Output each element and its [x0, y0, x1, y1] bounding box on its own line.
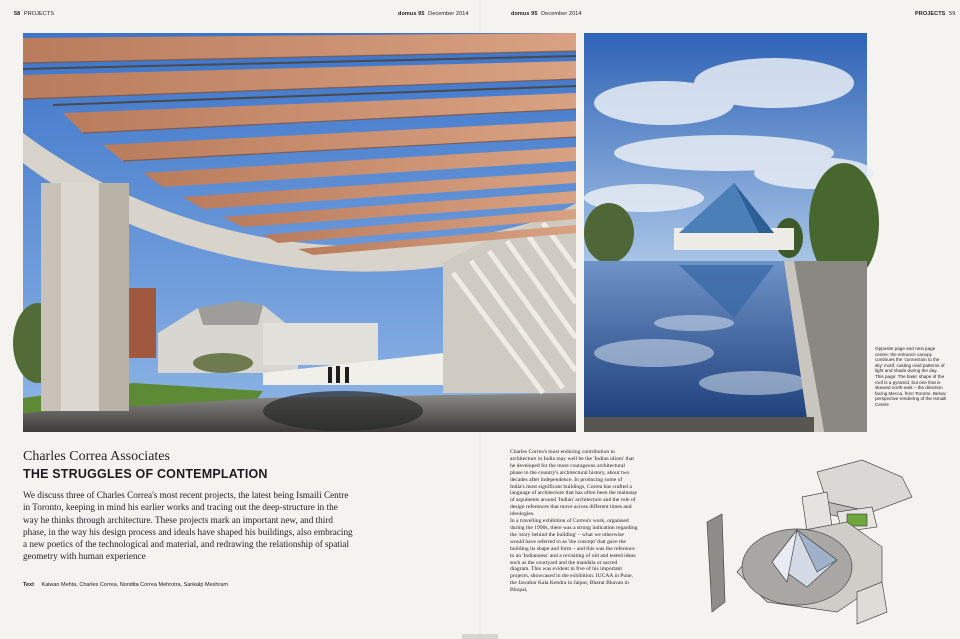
bottom-tab-mark	[462, 634, 498, 639]
left-magazine-folio	[398, 11, 469, 17]
right-magazine-folio	[511, 11, 582, 17]
pyramid-pool-image	[584, 33, 867, 432]
author-names: Kaiwan Mehta, Charles Correa, Nondita Correa Mehrotra, Sankalp Meshram	[41, 582, 228, 588]
perspective-rendering-drawing	[697, 452, 927, 632]
body-paragraph-2: In a travelling exhibition of Correa's work, organised during the 1990s, there was a strong indication regarding the 'story behind the building' – what we otherwise would have referred to as 'the concept' that gave the building its shape and form – and this was the reference to an 'Indianness' and a revisiting of old and tested ideas such as the courtyard and the mandala or sacred diagram. This was evident in five of his important projects, showcased in the exhibition: IUCAA in Pune, the Jawahar Kala Kendra in Jaipur, Bharat Bhavan in Bhopal,	[510, 518, 638, 594]
body-column	[510, 449, 638, 631]
left-magazine-name: domus 95	[398, 11, 425, 17]
right-page-number: 59	[949, 11, 956, 17]
perspective-rendering	[697, 452, 927, 632]
body-paragraph-1: Charles Correa's most enduring contribution to architecture in India may well be the 'Indian idiom' that he developed for the more courageous architectural phase in the country's architectural history, about two decades after independence. In producing some of India's most significant buildings, Correa has crafted a language of architecture that has often been the mainstay of arguments around 'Indian' architecture and the role of design references that move across different times and ideologies.	[510, 449, 638, 518]
right-section-label: PROJECTS	[915, 11, 946, 17]
pyramid-pool-photo	[584, 33, 867, 432]
left-page-number: 58	[14, 11, 21, 17]
text-credit-label: Text	[23, 582, 34, 588]
right-folio	[915, 11, 955, 17]
left-folio	[14, 11, 54, 17]
article-headline: THE STRUGGLES OF CONTEMPLATION	[23, 467, 268, 481]
left-section-label: PROJECTS	[23, 11, 55, 17]
entrance-canopy-photo	[23, 33, 576, 432]
article-intro: We discuss three of Charles Correa's most recent projects, the latest being Ismaili Centre in Toronto, keeping in mind his earlier works and tracing out the deep-structure in the way he thinks through architecture. These projects mark an important new, and third phase, in the way his design process and ideals have shaped his buildings, also embracing a new poetics of the technological and material, and redrawing the relationship of spatial geometry with human experience	[23, 490, 353, 562]
left-issue-date: December 2014	[428, 11, 469, 17]
article-credits	[23, 582, 228, 588]
entrance-canopy-image	[23, 33, 576, 432]
studio-name: Charles Correa Associates	[23, 449, 170, 464]
right-issue-date: December 2014	[541, 11, 582, 17]
photo-caption: Opposite page and next page centre: the entrance canopy continues the 'connection to the sky' motif, casting vivid patterns of light and shade during the day. This page: The basic shape of the roof is a pyramid, but one that is skewed north-east – the direction facing Mecca, from Toronto. Below: perspective rendering of the Ismaili Centre	[875, 346, 947, 407]
right-magazine-name: domus 95	[511, 11, 538, 17]
